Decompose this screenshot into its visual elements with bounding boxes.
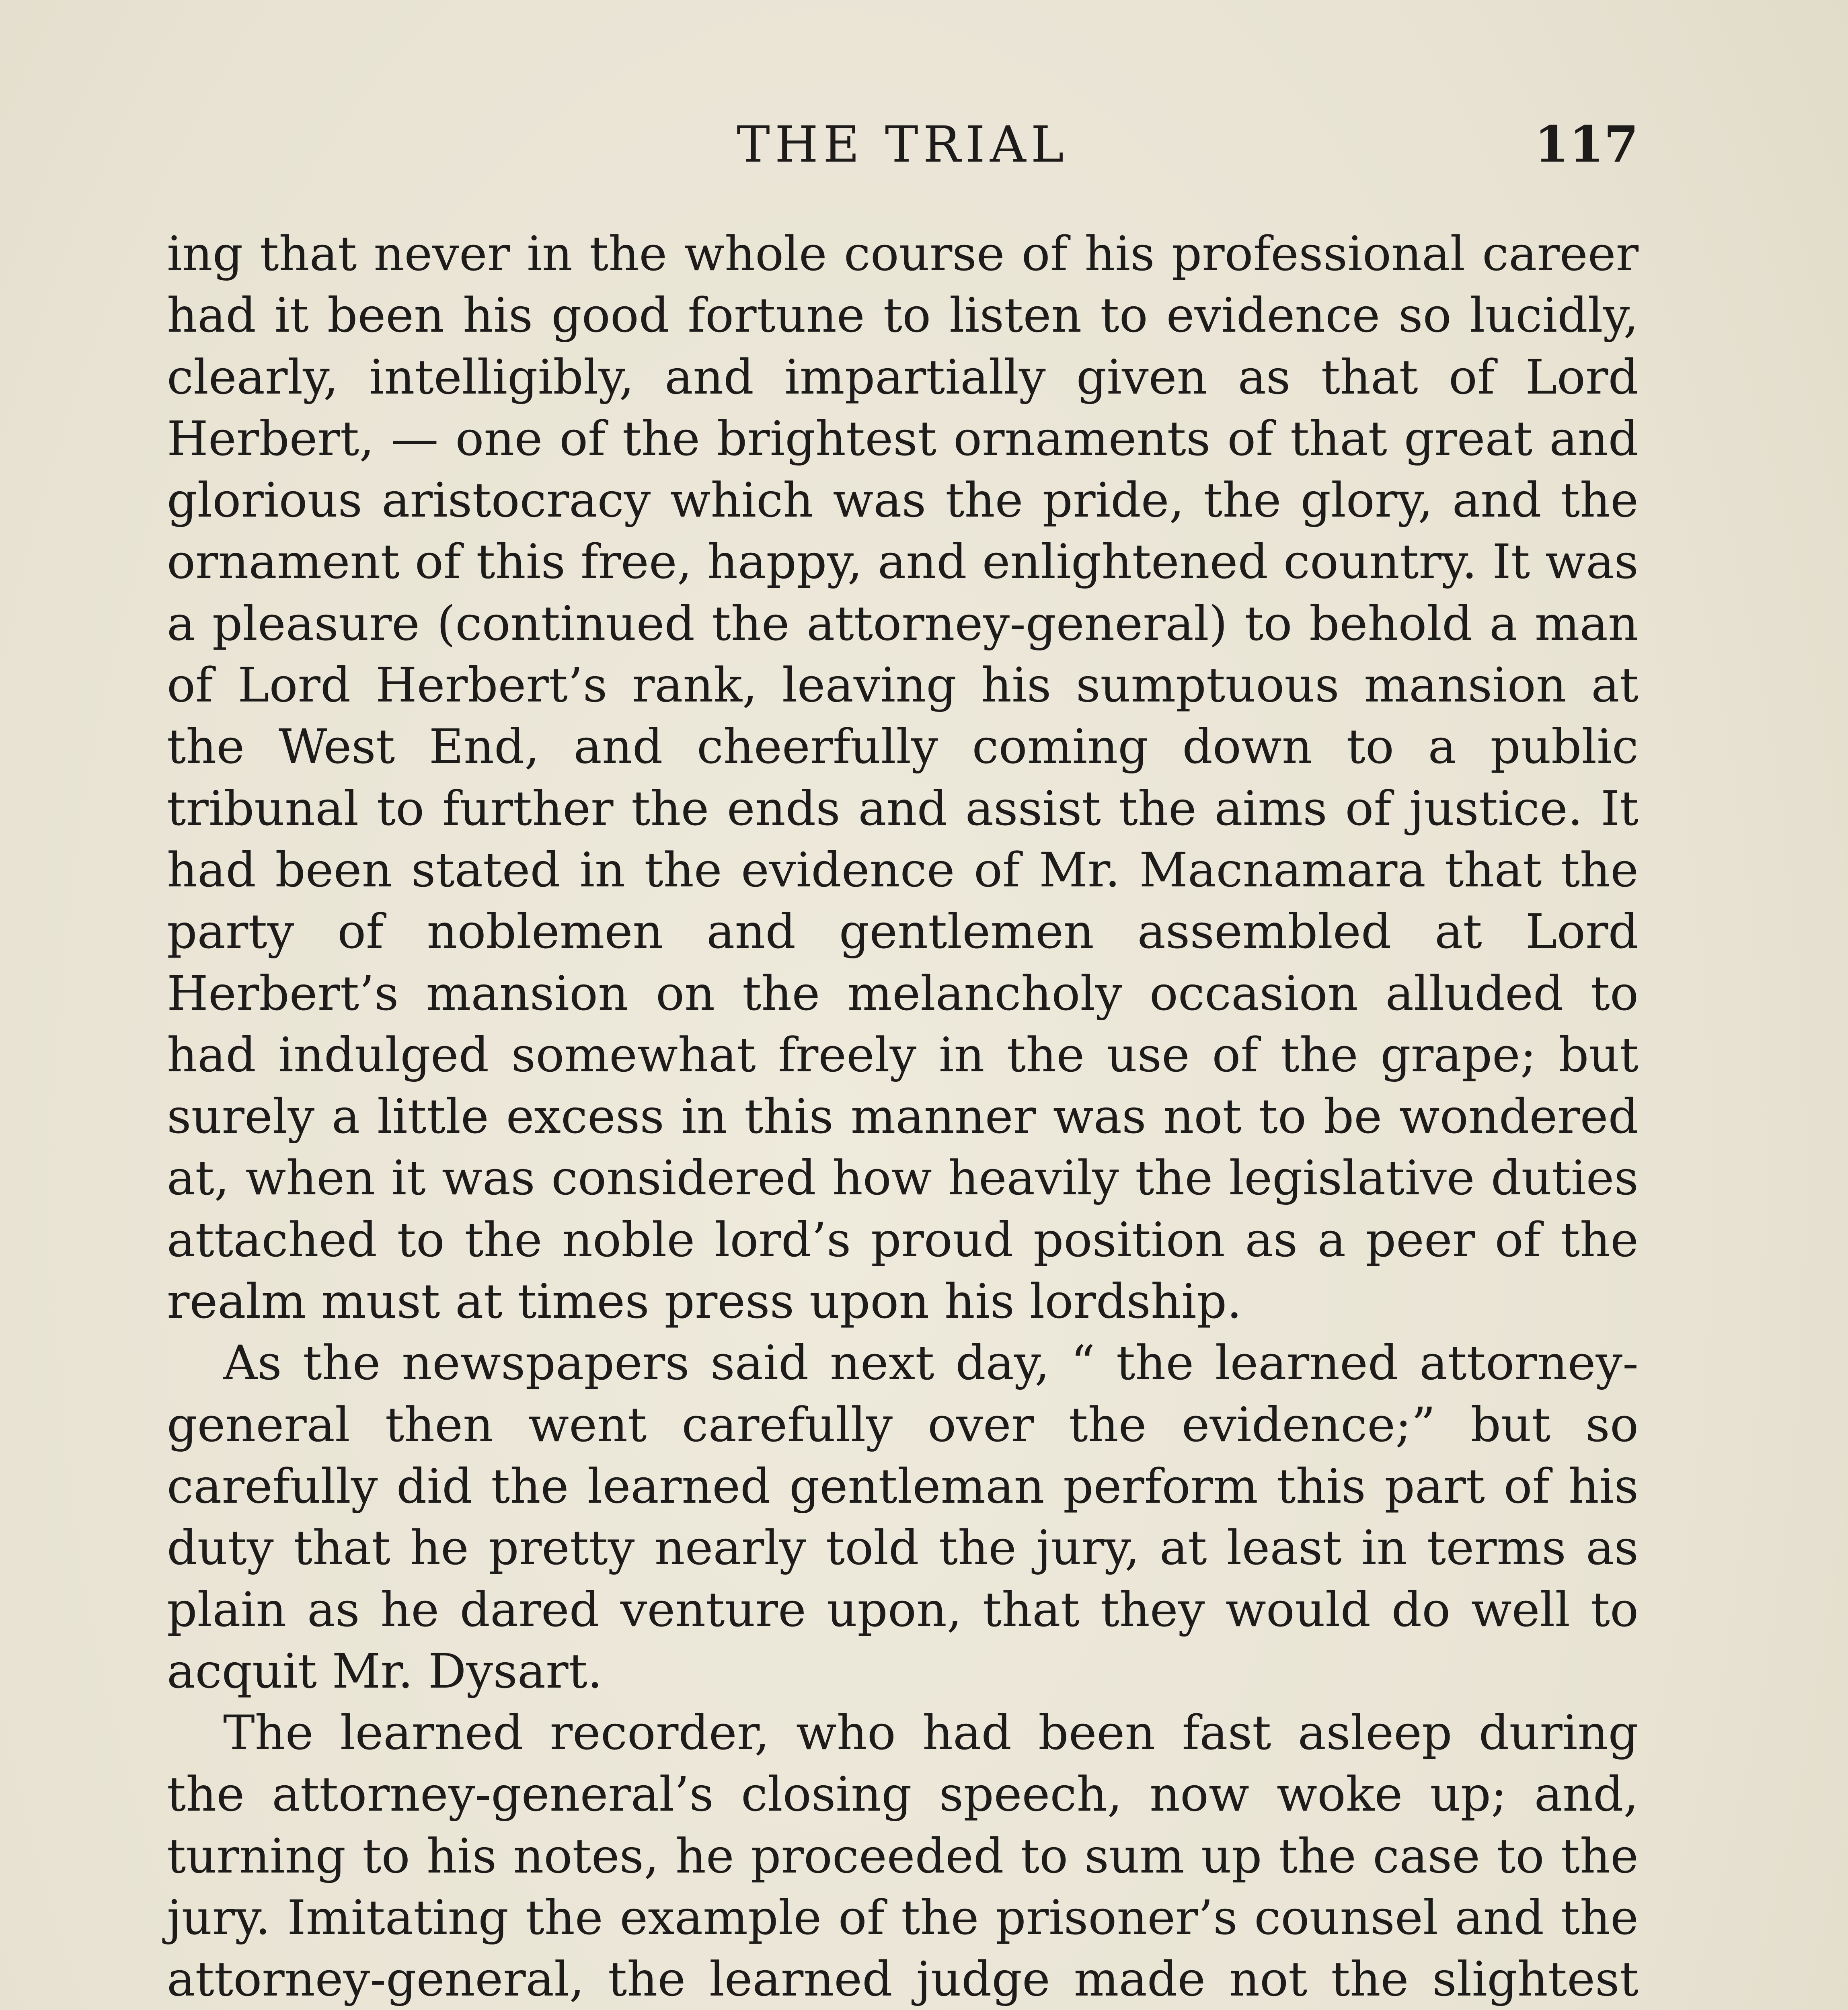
- page-number: 117: [1534, 115, 1639, 174]
- paragraph-3: The learned recorder, who had been fast asleep during the attorney-general’s closing speech, now woke up; and, turning to his notes, he proceeded to sum up the case to the jury. Imitating the example of the prisoner’s counsel and the attorney-general, the learned judge made not the slightest: [167, 1705, 1639, 2007]
- running-header: [167, 113, 1639, 177]
- paragraph-1: ing that never in the whole course of his professional career had it been his good fortune to listen to evidence so lucidly, clearly, intelligibly, and impartially given as that of Lord Herbert, — one of the brightest ornaments of that great and glorious aristocracy which was the pride, the glory, and the ornament of this free, happy, and enlightened country. It was a pleasure (continued the attorney-general) to behold a man of Lord Herbert’s rank, leaving his sumptuous mansion at the West End, and cheerfully coming down to a public tribunal to further the ends and assist the aims of justice. It had been stated in the evidence of Mr. Macnamara that the party of noblemen and gentlemen assembled at Lord Herbert’s mansion on the melancholy occasion alluded to had indulged somewhat freely in the use of the grape; but surely a little excess in this manner was not to be wondered at, when it was considered how heavily the legislative duties attached to the noble lord’s proud position as a peer of the realm must at times press upon his lordship.: [167, 226, 1639, 1329]
- paragraph-2: As the newspapers said next day, “ the learned attorney-general then went carefully over the evidence;” but so carefully did the learned gentleman perform this part of his duty that he pretty nearly told the jury, at least in terms as plain as he dared venture upon, that they would do well to acquit Mr. Dysart.: [167, 1335, 1639, 1699]
- chapter-title: THE TRIAL: [737, 116, 1069, 174]
- body-text: [167, 223, 1639, 2010]
